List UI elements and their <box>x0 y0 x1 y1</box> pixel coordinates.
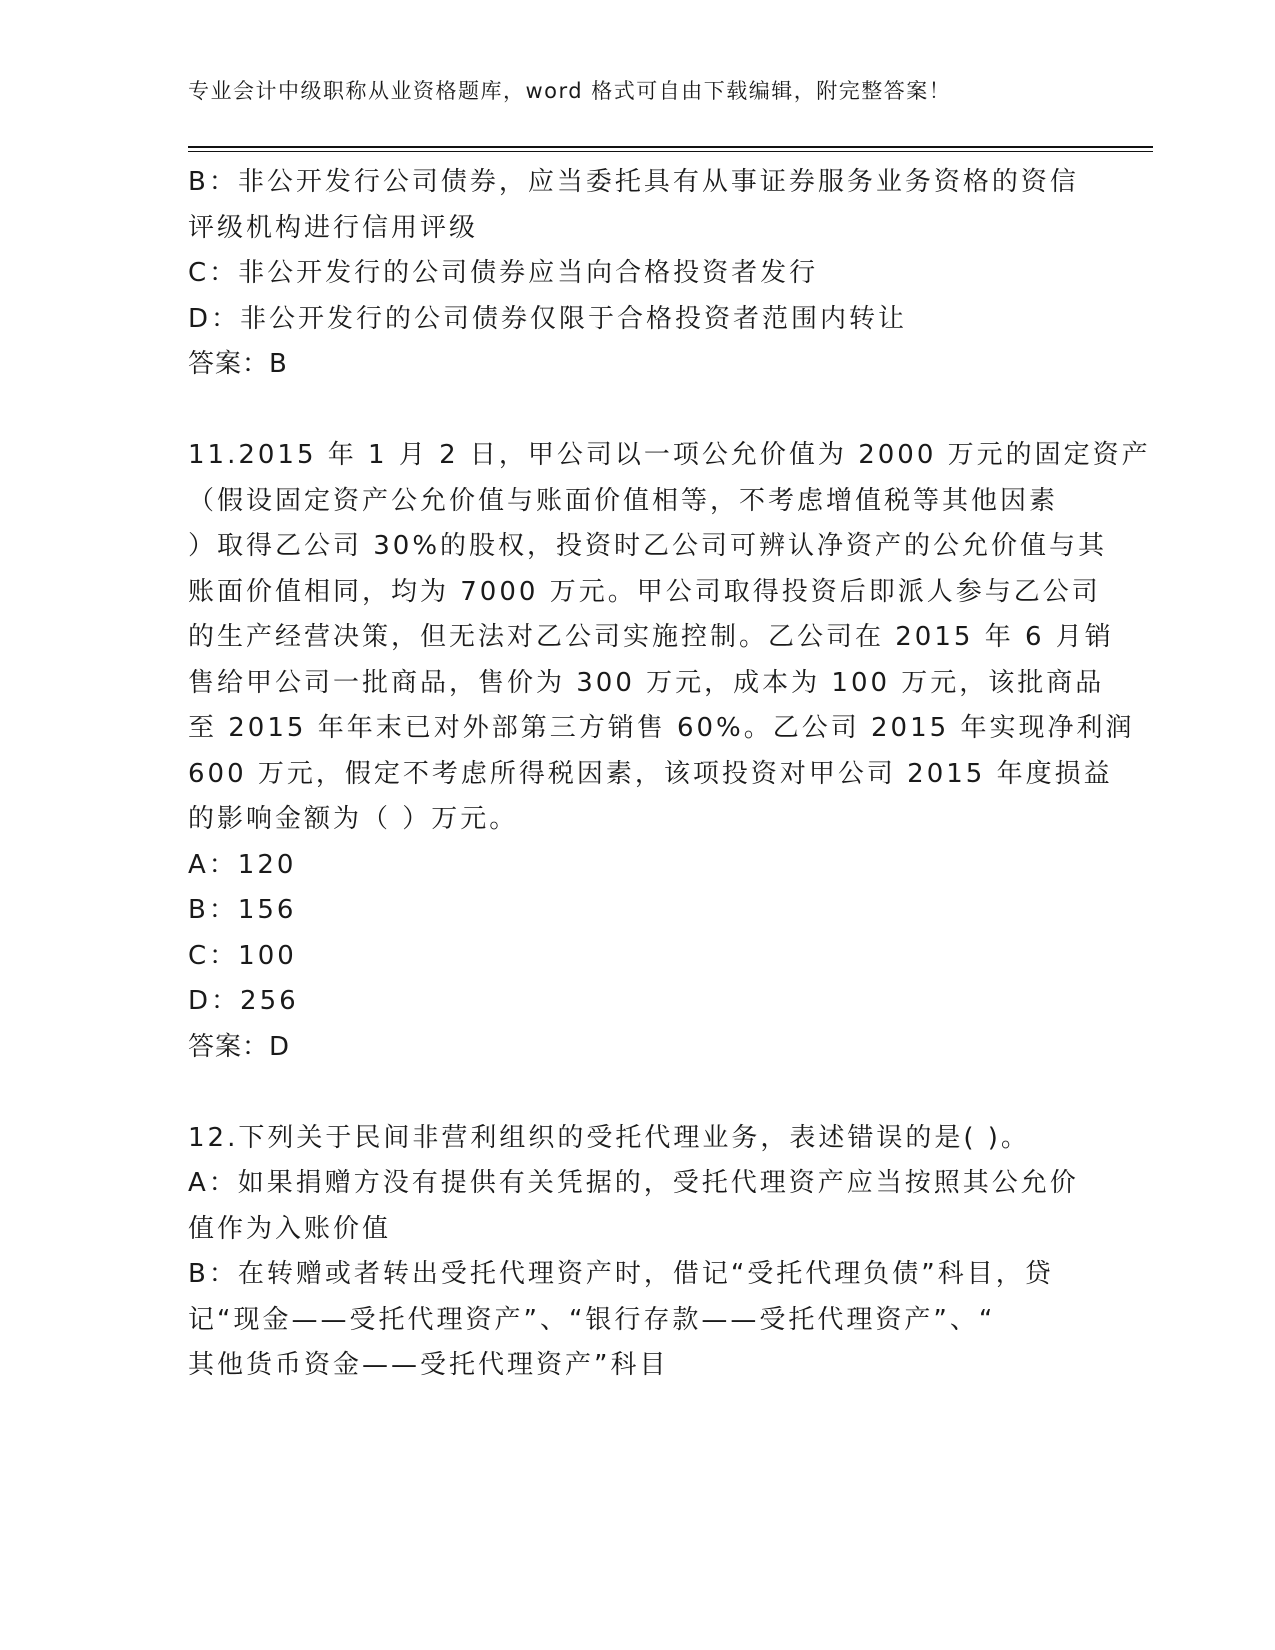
question-stem-line: 600 万元，假定不考虑所得税因素，该项投资对甲公司 2015 年度损益 <box>188 758 1113 789</box>
question-spacer <box>188 388 1088 434</box>
question-stem-line: 售给甲公司一批商品，售价为 300 万元，成本为 100 万元，该批商品 <box>188 667 1105 698</box>
option-b-line-3: 其他货币资金——受托代理资产”科目 <box>188 1350 669 1380</box>
previous-question-tail <box>188 160 1088 388</box>
option-b-line-1: B：非公开发行公司债券，应当委托具有从事证券服务业务资格的资信 <box>188 167 1079 197</box>
option-c: C：100 <box>188 940 297 971</box>
question-stem-line: 的生产经营决策，但无法对乙公司实施控制。乙公司在 2015 年 6 月销 <box>188 622 1114 652</box>
answer-line: 答案：B <box>188 349 288 379</box>
option-b-line-1: B：在转赠或者转出受托代理资产时，借记“受托代理负债”科目，贷 <box>188 1259 1054 1289</box>
option-b: B：156 <box>188 895 297 925</box>
option-b-line-2: 记“现金——受托代理资产”、“银行存款——受托代理资产”、“ <box>188 1304 996 1335</box>
option-a-line-2: 值作为入账价值 <box>188 1213 392 1244</box>
page-header: 专业会计中级职称从业资格题库，word 格式可自由下载编辑，附完整答案！ <box>188 79 952 103</box>
option-a-line-1: A：如果捐赠方没有提供有关凭据的，受托代理资产应当按照其公允价 <box>188 1168 1079 1198</box>
question-spacer <box>188 1070 1088 1116</box>
question-stem-line: 11.2015 年 1 月 2 日，甲公司以一项公允价值为 2000 万元的固定资产 <box>188 440 1151 470</box>
header-divider-thin <box>188 151 1153 152</box>
option-c: C：非公开发行的公司债券应当向合格投资者发行 <box>188 258 819 288</box>
option-d: D：256 <box>188 986 299 1016</box>
question-12 <box>188 1116 1088 1389</box>
answer-line: 答案：D <box>188 1031 291 1062</box>
question-stem-line: 的影响金额为（ ）万元。 <box>188 804 519 834</box>
question-11 <box>188 433 1151 1070</box>
question-stem-line: 账面价值相同，均为 7000 万元。甲公司取得投资后即派人参与乙公司 <box>188 576 1101 607</box>
document-body <box>188 160 1151 1389</box>
question-stem-line: （假设固定资产公允价值与账面价值相等，不考虑增值税等其他因素 <box>188 485 1059 516</box>
question-stem-line: 至 2015 年年末已对外部第三方销售 60%。乙公司 2015 年实现净利润 <box>188 713 1135 743</box>
option-a: A：120 <box>188 849 297 880</box>
header-divider-thick <box>188 146 1153 148</box>
option-b-line-2: 评级机构进行信用评级 <box>188 212 479 243</box>
question-stem-line: 12.下列关于民间非营利组织的受托代理业务，表述错误的是( )。 <box>188 1122 1030 1153</box>
question-stem-line: ）取得乙公司 30%的股权，投资时乙公司可辨认净资产的公允价值与其 <box>188 531 1108 561</box>
option-d: D：非公开发行的公司债券仅限于合格投资者范围内转让 <box>188 303 908 334</box>
